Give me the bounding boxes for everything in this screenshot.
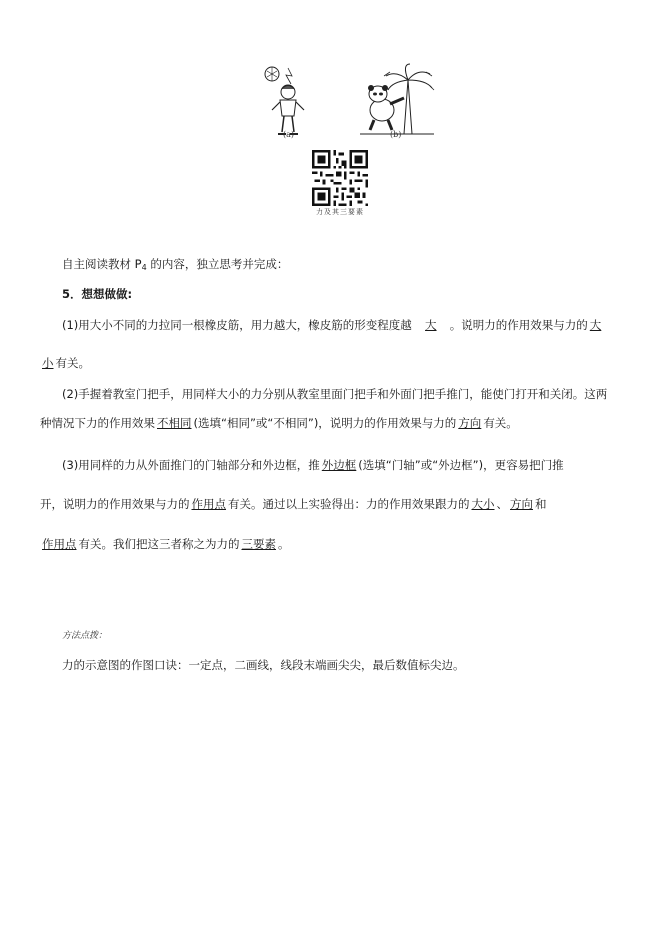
answer-blank[interactable]: 方向	[510, 497, 533, 511]
answer-blank[interactable]: 方向	[458, 416, 482, 430]
p2-text-b: 种情况下力的作用效果	[40, 416, 155, 430]
intro-line	[62, 256, 622, 276]
figure-b-label: (b)	[390, 130, 402, 139]
qr-caption: 力及其三要素	[316, 208, 364, 216]
boy-heading-ball-illustration	[258, 62, 318, 140]
p3-text-b: (选填“门轴”或“外边框”)，更容易把门推	[358, 458, 564, 472]
p1-text-a: (1)用大小不同的力拉同一根橡皮筋，用力越大，橡皮筋的形变程度越	[62, 318, 412, 332]
p1-text-b: 。说明力的作用效果与力的	[449, 318, 588, 332]
qr-code-icon[interactable]	[312, 150, 368, 206]
panda-tree-illustration	[356, 62, 436, 140]
p3-text-c: 开，说明力的作用效果与力的	[40, 497, 190, 511]
p3-text-h: 。	[278, 537, 290, 551]
p2-line1	[62, 386, 622, 402]
p2-text-c: (选填“相同”或“不相同”)，说明力的作用效果与力的	[193, 416, 457, 430]
answer-blank[interactable]: 作用点	[42, 537, 77, 551]
figure-a-label: (a)	[283, 130, 295, 139]
method-tip-text: 力的示意图的作图口诀：一定点，二画线，线段末端画尖尖，最后数值标尖边。	[62, 658, 465, 672]
p3-text-g: 有关。我们把这三者称之为力的	[78, 537, 240, 551]
intro-text: 自主阅读教材 P	[62, 257, 142, 271]
p3-line1	[62, 457, 622, 473]
intro-page-sub: 4	[141, 263, 147, 272]
p3-text-f: 和	[535, 497, 547, 511]
method-tip-title: 方法点拨：	[62, 631, 108, 641]
p3-text-d: 有关。通过以上实验得出：力的作用效果跟力的	[228, 497, 470, 511]
p3-line3	[40, 536, 620, 552]
intro-rest: 的内容，独立思考并完成：	[146, 257, 289, 271]
p1-line2	[40, 355, 620, 371]
answer-blank[interactable]: 大	[425, 318, 437, 332]
p1-line1	[62, 317, 622, 333]
answer-blank[interactable]: 大	[589, 318, 602, 332]
question-number: 5．想想做做:	[62, 287, 133, 301]
p2-text-d: 有关。	[483, 416, 518, 430]
p1-text-c: 有关。	[55, 356, 90, 370]
answer-blank[interactable]: 三要素	[241, 537, 276, 551]
answer-blank[interactable]: 外边框	[321, 458, 357, 472]
p2-line2	[40, 415, 620, 431]
answer-blank[interactable]: 小	[42, 356, 54, 370]
answer-blank[interactable]: 作用点	[191, 497, 226, 511]
answer-blank[interactable]: 大小	[471, 497, 495, 511]
p3-line2	[40, 496, 620, 512]
p3-text-a: (3)用同样的力从外面推门的门轴部分和外边框，推	[62, 458, 320, 472]
p2-text-a: (2)手握着教室门把手，用同样大小的力分别从教室里面门把手和外面门把手推门，能使门打开和关闭。这两	[62, 387, 608, 401]
p3-text-e: 、	[496, 497, 508, 511]
answer-blank[interactable]: 不相同	[157, 416, 192, 430]
